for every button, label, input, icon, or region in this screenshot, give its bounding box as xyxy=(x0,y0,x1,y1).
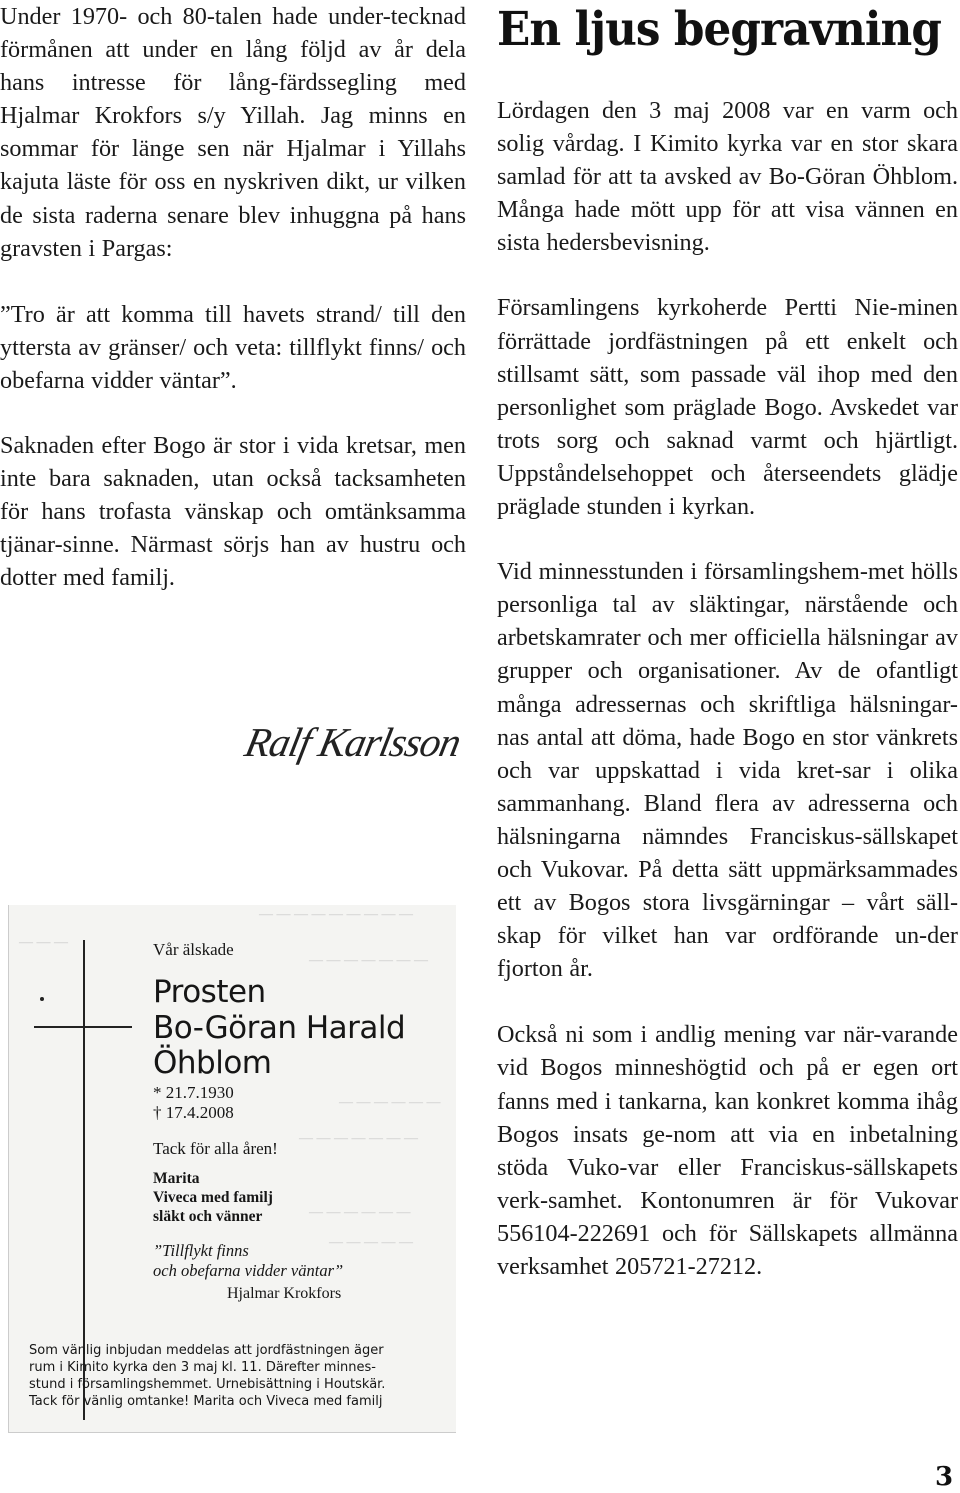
cross-horizontal xyxy=(34,1026,132,1028)
right-paragraph-3: Vid minnesstunden i församlingshem-met hölls personliga tal av släktingar, närstående och arbetskamrater och mer officiella hälsningar av grupper och organisationer. Av de ofantligt många adressernas och skriftliga hälsningar-nas antal att döma, hade Bogo en stor vänkrets och var uppskattad i vida kret-sar i olika sammanhang. Bland flera av adresserna och hälsningarna nämndes Franciskus-sällskapet och Vukovar. På detta sätt uppmärksammades ett av Bogos stora livsgärningar – vårt säll-skap för vilket han var ordförande un-der fjorton år. xyxy=(497,558,958,983)
author-signature: Ralf Karlsson xyxy=(241,719,465,765)
left-paragraph-1: Under 1970- och 80-talen hade under-tecknad förmånen att under en lång följd av år dela hans intresse för lång-färdssegling med Hjalmar Krokfors s/y Yillah. Jag minns en sommar för länge sen när Hjalmar i Yillahs kajuta läste för oss en nyskriven dikt, ur vilken de sista raderna senare blev inhuggna på hans gravsten i Pargas: xyxy=(0,3,466,262)
notice-died: † 17.4.2008 xyxy=(153,1103,234,1122)
notice-quote-2: och obefarna vidder väntar” xyxy=(153,1261,344,1280)
notice-title-line-3: Öhblom xyxy=(153,1045,272,1081)
notice-intro: Vår älskade xyxy=(153,940,234,959)
notice-born: * 21.7.1930 xyxy=(153,1083,234,1102)
right-paragraph-4: Också ni som i andlig mening var när-varande vid Bogos minneshögtid och på er egen ort fanns med i tankarna, kan konkret komma ihåg Bogos insats ge-nom att via en inbetalning stöda Vuko-var eller Franciskus-sällskapets verk-samhet. Kontonumren är för Vukovar 556104-222691 och för Sällskapets allmänna verksamhet 205721-27212. xyxy=(497,1021,958,1280)
right-paragraph-2: Församlingens kyrkoherde Pertti Nie-minen förrättade jordfästningen på ett enkelt och stillsamt sätt, som passade väl ihop med den personlighet som präglade Bogo. Avskedet var trots sorg och saknad varmt och hjärtligt. Uppståndelsehoppet och återseendets glädje präglade stunden i kyrkan. xyxy=(497,294,958,521)
notice-quote-1: ”Tillflykt finns xyxy=(153,1241,249,1260)
notice-bottom-line-1: Som vänlig inbjudan meddelas att jordfästningen äger xyxy=(29,1343,384,1358)
notice-mourner-2: Viveca med familj xyxy=(153,1189,273,1206)
notice-bottom-line-2: rum i Kimito kyrka den 3 maj kl. 11. Därefter minnes- xyxy=(29,1360,377,1375)
left-paragraph-3: Saknaden efter Bogo är stor i vida kretsar, men inte bara saknaden, utan också tacksamheten för hans trofasta vänskap och omtänksamma tjänar-sinne. Närmast sörjs han av hustru och dotter med familj. xyxy=(0,432,466,592)
notice-mourner-3: släkt och vänner xyxy=(153,1208,263,1225)
notice-bottom-line-3: stund i församlingshemmet. Urnebisättning i Houtskär. xyxy=(29,1377,386,1392)
left-quote-paragraph: ”Tro är att komma till havets strand/ till den yttersta av gränser/ och veta: tillflykt finns/ och obefarna vidder väntar”. xyxy=(0,300,466,394)
cross-dot xyxy=(40,997,44,1001)
notice-bottom-line-4: Tack för vänlig omtanke! Marita och Viveca med familj xyxy=(29,1394,383,1409)
notice-title-line-2: Bo-Göran Harald xyxy=(153,1010,406,1046)
notice-thanks: Tack för alla åren! xyxy=(153,1139,278,1158)
death-notice-clipping: — — — — — — — — — — — — — — — — — — — — — — — — — — — — — — — — — — — — — — — — — — — Vår älskade Prosten Bo-Göran Harald Öhblom * 21.7.1930 † 17.4.2008 Tack för alla åren! Marita Viveca med familj släkt och vänner ”Tillflykt finns och obefarna vidder väntar” Hjalmar Krokfors Som vänlig inbjudan meddelas att jordfästningen äger rum i Kimito kyrka den 3 maj kl. 11. Därefter minnes- stund i församlingshemmet. Urnebisättning i Houtskär. Tack för vänlig omtanke! Marita och Viveca med familj xyxy=(8,905,456,1433)
right-column xyxy=(497,0,958,1283)
notice-mourner-1: Marita xyxy=(153,1170,200,1187)
notice-quote-author: Hjalmar Krokfors xyxy=(227,1285,342,1302)
article-title: En ljus begravning xyxy=(497,2,942,57)
right-paragraph-1: Lördagen den 3 maj 2008 var en varm och solig vårdag. I Kimito kyrka var en stor skara samlad för att ta avsked av Bo-Göran Öhblom. Många hade mött upp för att visa vännen en sista hedersbevisning. xyxy=(497,97,958,257)
left-column xyxy=(0,0,466,595)
notice-title-line-1: Prosten xyxy=(153,974,266,1010)
page-number: 3 xyxy=(935,1462,954,1492)
